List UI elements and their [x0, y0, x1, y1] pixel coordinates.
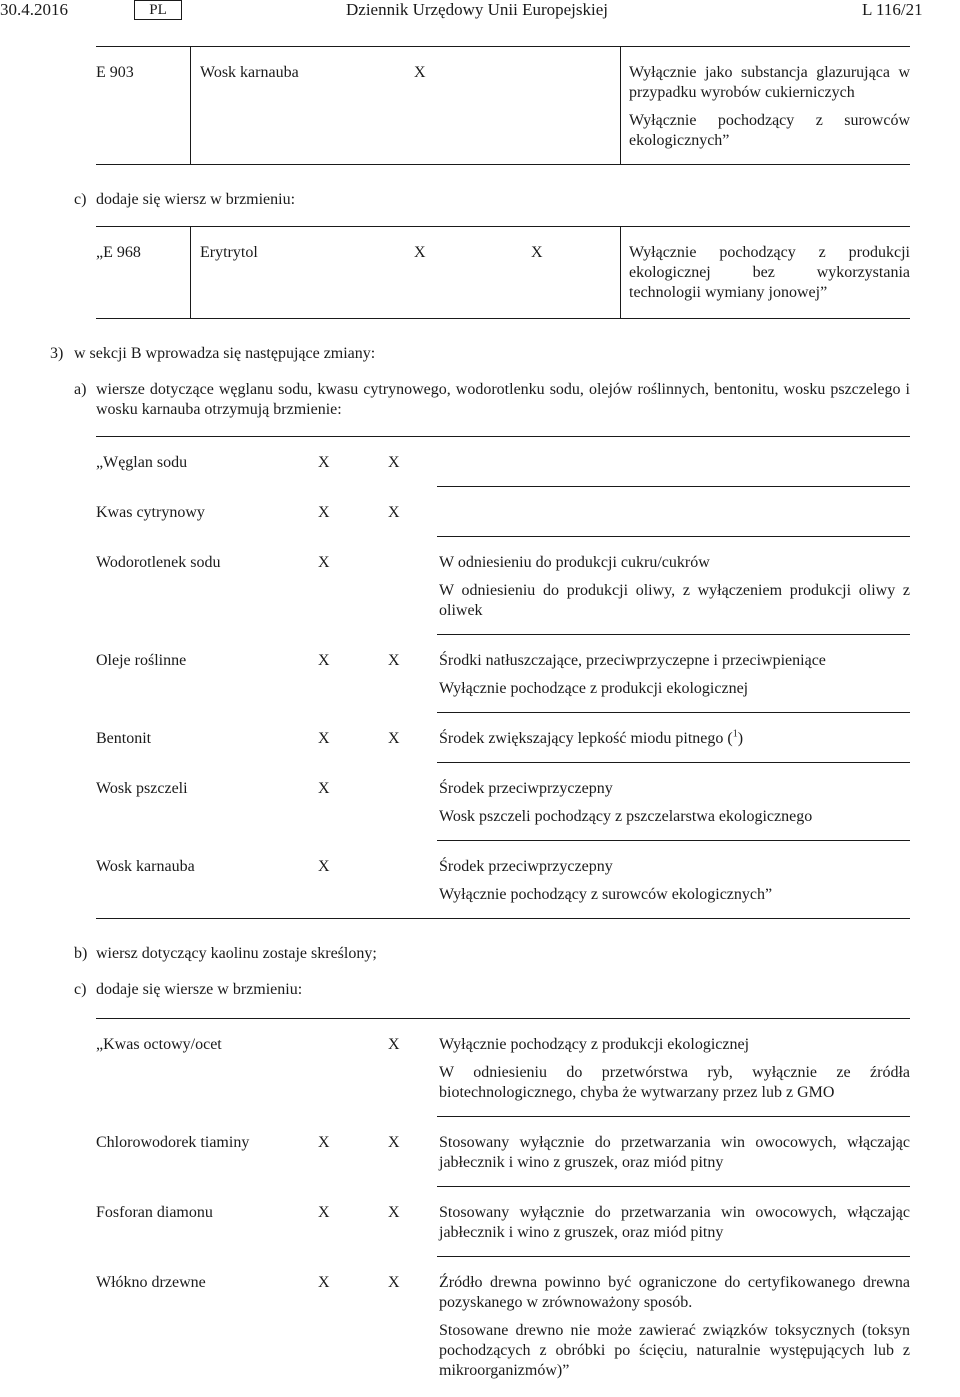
table-rule [437, 712, 910, 713]
table-rule [96, 226, 910, 227]
page-reference: L 116/21 [862, 0, 923, 19]
table-rule [96, 164, 910, 165]
mark-x: X [318, 454, 330, 471]
table-rule [437, 1186, 910, 1187]
mark-x: X [388, 652, 400, 669]
condition-text: Wyłącznie pochodzący z surowców ekologicznych” [629, 112, 910, 149]
mark-x: X [318, 554, 330, 571]
list-label: a) [74, 381, 87, 398]
table-cell-name: „Kwas octowy/ocet [96, 1036, 222, 1053]
language-badge: PL [134, 0, 182, 20]
mark-x: X [318, 730, 330, 747]
list-label: b) [74, 945, 88, 962]
journal-title: Dziennik Urzędowy Unii Europejskiej [346, 0, 609, 19]
table-rule [96, 918, 910, 919]
mark-x: X [318, 1274, 330, 1291]
mark-x: X [388, 1204, 400, 1221]
mark-x: X [388, 504, 400, 521]
table-cell-condition: Wosk pszczeli pochodzący z pszczelarstwa ekologicznego [439, 808, 813, 825]
table-cell-condition: W odniesieniu do produkcji oliwy, z wyłączeniem produkcji oliwy z oliwek [439, 582, 910, 619]
table-cell-name: „Węglan sodu [96, 454, 188, 471]
table-column-divider [620, 226, 621, 318]
table-rule [437, 1256, 910, 1257]
table-cell-name: Wosk karnauba [96, 858, 195, 875]
mark-x: X [414, 64, 426, 81]
additive-name: Erytrytol [200, 244, 258, 261]
mark-x: X [318, 780, 330, 797]
mark-x: X [414, 244, 426, 261]
list-label: 3) [50, 345, 64, 362]
table-cell-condition: Środek przeciwprzyczepny [439, 780, 613, 797]
table-rule [437, 762, 910, 763]
paragraph-text: dodaje się wiersze w brzmieniu: [96, 981, 303, 998]
table-cell-condition: W odniesieniu do przetwórstwa ryb, wyłącznie ze źródła biotechnologicznego, chyba że wytwarzany przez lub z GMO [439, 1064, 910, 1101]
table-cell-name: Wodorotlenek sodu [96, 554, 221, 571]
footnote-ref[interactable]: 1 [732, 728, 738, 740]
list-label: c) [74, 191, 87, 208]
table-cell-condition: Środki natłuszczające, przeciwprzyczepne i przeciwpieniące [439, 652, 826, 669]
table-cell-name: Fosforan diamonu [96, 1204, 213, 1221]
list-label: c) [74, 981, 87, 998]
table-cell-condition: Środek zwiększający lepkość miodu pitnego ($^1$) [439, 728, 744, 747]
mark-x: X [388, 1036, 400, 1053]
table-cell-name: Włókno drzewne [96, 1274, 206, 1291]
table-cell-name: Chlorowodorek tiaminy [96, 1134, 250, 1151]
mark-x: X [318, 1134, 330, 1151]
table-rule [437, 1116, 910, 1117]
mark-x: X [388, 454, 400, 471]
table-cell-condition: Stosowany wyłącznie do przetwarzania win owocowych, włączając jabłecznik i wino z gruszek, oraz miód pitny [439, 1204, 910, 1241]
table-cell-name: Oleje roślinne [96, 652, 187, 669]
mark-x: X [531, 244, 543, 261]
paragraph-text: w sekcji B wprowadza się następujące zmiany: [74, 345, 376, 362]
table-cell-condition: Wyłącznie pochodzący z produkcji ekologicznej [439, 1036, 750, 1053]
table-cell-condition: Wyłącznie pochodzące z produkcji ekologicznej [439, 680, 749, 697]
table-cell-condition: Źródło drewna powinno być ograniczone do certyfikowanego drewna pozyskanego w zrównoważony sposób. [439, 1274, 910, 1311]
table-column-divider [190, 46, 191, 164]
table-cell-name: Bentonit [96, 730, 152, 747]
table-rule [437, 536, 910, 537]
table-rule [96, 46, 910, 47]
table-cell-name: Kwas cytrynowy [96, 504, 205, 521]
table-rule [96, 1018, 910, 1019]
paragraph-text: wiersz dotyczący kaolinu zostaje skreślony; [96, 945, 377, 962]
additive-name: Wosk karnauba [200, 64, 299, 81]
table-rule [437, 634, 910, 635]
table-cell-condition: Wyłącznie pochodzący z surowców ekologicznych” [439, 886, 773, 903]
condition-text: Wyłącznie pochodzący z produkcji ekologicznej bez wykorzystania technologii wymiany jonowej” [629, 244, 910, 301]
table-rule [96, 436, 910, 437]
additive-code: E 903 [96, 64, 134, 81]
table-cell-condition: Stosowane drewno nie może zawierać związków toksycznych (toksyn pochodzących z obróbki po ścięciu, naturalnie występujących lub z mikroorganizmów)” [439, 1322, 910, 1379]
paragraph-text: wiersze dotyczące węglanu sodu, kwasu cytrynowego, wodorotlenku sodu, olejów roślinnych, bentonitu, wosku pszczelego i wosku karnauba otrzymują brzmienie: [96, 381, 910, 418]
table-column-divider [190, 226, 191, 318]
table-rule [96, 318, 910, 319]
table-rule [437, 486, 910, 487]
table-cell-condition: W odniesieniu do produkcji cukru/cukrów [439, 554, 710, 571]
mark-x: X [318, 504, 330, 521]
header-date: 30.4.2016 [0, 0, 68, 19]
condition-text: Wyłącznie jako substancja glazurująca w przypadku wyrobów cukierniczych [629, 64, 910, 101]
additive-code: „E 968 [96, 244, 141, 261]
mark-x: X [388, 1134, 400, 1151]
table-rule [437, 840, 910, 841]
mark-x: X [318, 858, 330, 875]
table-cell-name: Wosk pszczeli [96, 780, 188, 797]
table-cell-condition: Środek przeciwprzyczepny [439, 858, 613, 875]
mark-x: X [318, 1204, 330, 1221]
table-cell-condition: Stosowany wyłącznie do przetwarzania win owocowych, włączając jabłecznik i wino z gruszek, oraz miód pitny [439, 1134, 910, 1171]
mark-x: X [388, 730, 400, 747]
mark-x: X [318, 652, 330, 669]
table-column-divider [620, 46, 621, 164]
paragraph-text: dodaje się wiersz w brzmieniu: [96, 191, 296, 208]
mark-x: X [388, 1274, 400, 1291]
